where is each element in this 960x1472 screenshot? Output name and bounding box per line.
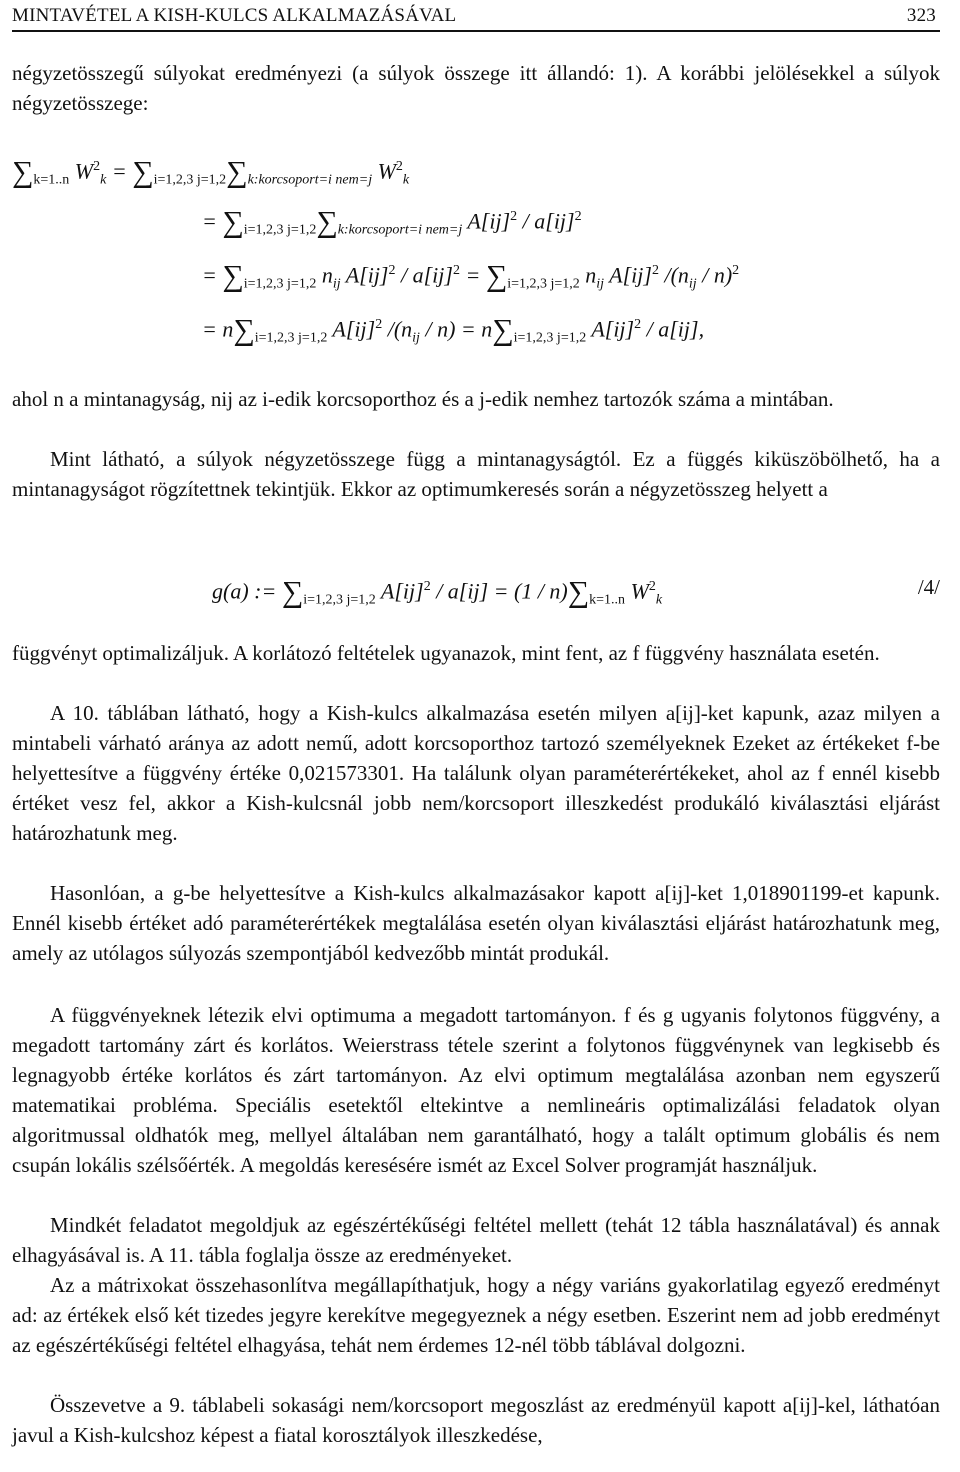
equation-line-4: = $n\sum_{i=1,2,3 j=1,2}$ A[ij]$^2$ $/(n_{ij} / n) = n\sum_{i=1,2,3 j=1,2}$ A[ij]$^2$ / a[ij], [202,313,705,347]
paragraph-optimum: A függvényeknek létezik elvi optimuma a megadott tartományon. f és g ugyanis folytonos függvény, a megadott tartomány zárt és korlátos. Weierstrass tétele szerint a folytonos függvénynek van legkisebb és legnagyobb értéke korlátos és zárt tartományon. Az elvi optimum megtalálása azonban nem egyszerű matematikai probléma. Speciális esetektől eltekintve a nemlineáris optimalizálási feladatok olyan algoritmussal oldhatók meg, mellyel általában nem garantálható, hogy a talált optimum globális és nem csupán lokális szélsőérték. A megoldás keresésére ismét az Excel Solver programját használjuk. [12,1003,940,1177]
paragraph-definitions: ahol n a mintanagyság, nij az i-edik korcsoporthoz és a j-edik nemhez tartozók száma a mintában. [12,387,834,411]
paragraph-comparison: Összevetve a 9. táblabeli sokasági nem/korcsoport megoszlást az eredményül kapott a[ij]-kel, láthatóan javul a Kish-kulcshoz képest a fiatal korosztályok illeszkedése, [12,1393,940,1447]
intro-paragraph: négyzetösszegű súlyokat eredményezi (a súlyok összege itt állandó: 1). A korábbi jelölésekkel a súlyok négyzetösszege: [12,61,940,115]
paragraph-table10: A 10. táblában látható, hogy a Kish-kulcs alkalmazása esetén milyen a[ij]-ket kapunk, azaz milyen a mintabeli várható aránya az adott nemű, adott korcsoporthoz tartozó személyeknek Ezeket az értékeket f-be helyettesítve a függvény értéke 0,021573301. Ha találunk olyan paraméterértékeket, ahol az f ennél kisebb értéket vesz fel, akkor a Kish-kulcsnál jobb nem/korcsoport illeszkedést produkáló kiválasztási eljárást határozhatunk meg. [12,701,940,845]
equation-line-2: = $\sum_{i=1,2,3 j=1,2}\sum_{k:korcsoport=i nem=j}$ A[ij]$^2$ / a[ij]$^2$ [202,205,582,239]
paragraph-weights: Mint látható, a súlyok négyzetösszege függ a mintanagyságtól. Ez a függés kiküszöbölhető, ha a mintanagyságot rögzítettnek tekintjük. Ekkor az optimumkeresés során a négyzetösszeg helyett a [12,447,940,501]
equation-number: /4/ [917,575,940,599]
paragraph-g-value: Hasonlóan, a g-be helyettesítve a Kish-kulcs alkalmazásakor kapott a[ij]-ket 1,018901199-et kapunk. Ennél kisebb értéket adó paraméterértékek megtalálása esetén olyan kiválasztási eljárást határozhatunk meg, amely az utólagos súlyozás szempontjából kedvezőbb mintát produkál. [12,881,940,965]
equation-g: g(a) := $\sum_{i=1,2,3 j=1,2}$ $A[ij]^2 / a[ij] = (1 / n)\sum_{k=1..n}$ $W^2_k$ [212,575,663,609]
equation-line-3: = $\sum_{i=1,2,3 j=1,2}$ $n_{ij}$ $A[ij]^2 / a[ij]^2 = \sum_{i=1,2,3 j=1,2}$ $n_{ij}$ A[ij]$^2$ $/(n_{ij} / n)^2$ [202,259,740,293]
equation-line-1: $\sum_{k=1..n}$ $W^2_k = \sum_{i=1,2,3 j=1,2}\sum_{k:korcsoport=i nem=j}$ $W^2_k$ [12,155,410,189]
running-header [12,2,940,32]
running-title: MINTAVÉTEL A KISH-KULCS ALKALMAZÁSÁVAL [12,5,457,26]
paragraph-tasks: Mindkét feladatot megoldjuk az egészértékűségi feltétel mellett (tehát 12 tábla használatával) és annak elhagyásával is. A 11. tábla foglalja össze az eredményeket. [12,1213,940,1267]
paragraph-matrices: Az a mátrixokat összehasonlítva megállapíthatjuk, hogy a négy variáns gyakorlatilag egyező eredményt ad: az értékek első két tizedes jegyre kerekítve megegyeznek a négy esetben. Eszerint nem ad jobb eredményt az egészértékűségi feltétel elhagyása, tehát nem érdemes 12-nél több táblával dolgozni. [12,1273,940,1357]
page-number: 323 [906,5,936,26]
paragraph-optimize: függvényt optimalizáljuk. A korlátozó feltételek ugyanazok, mint fent, az f függvény használata esetén. [12,641,880,665]
